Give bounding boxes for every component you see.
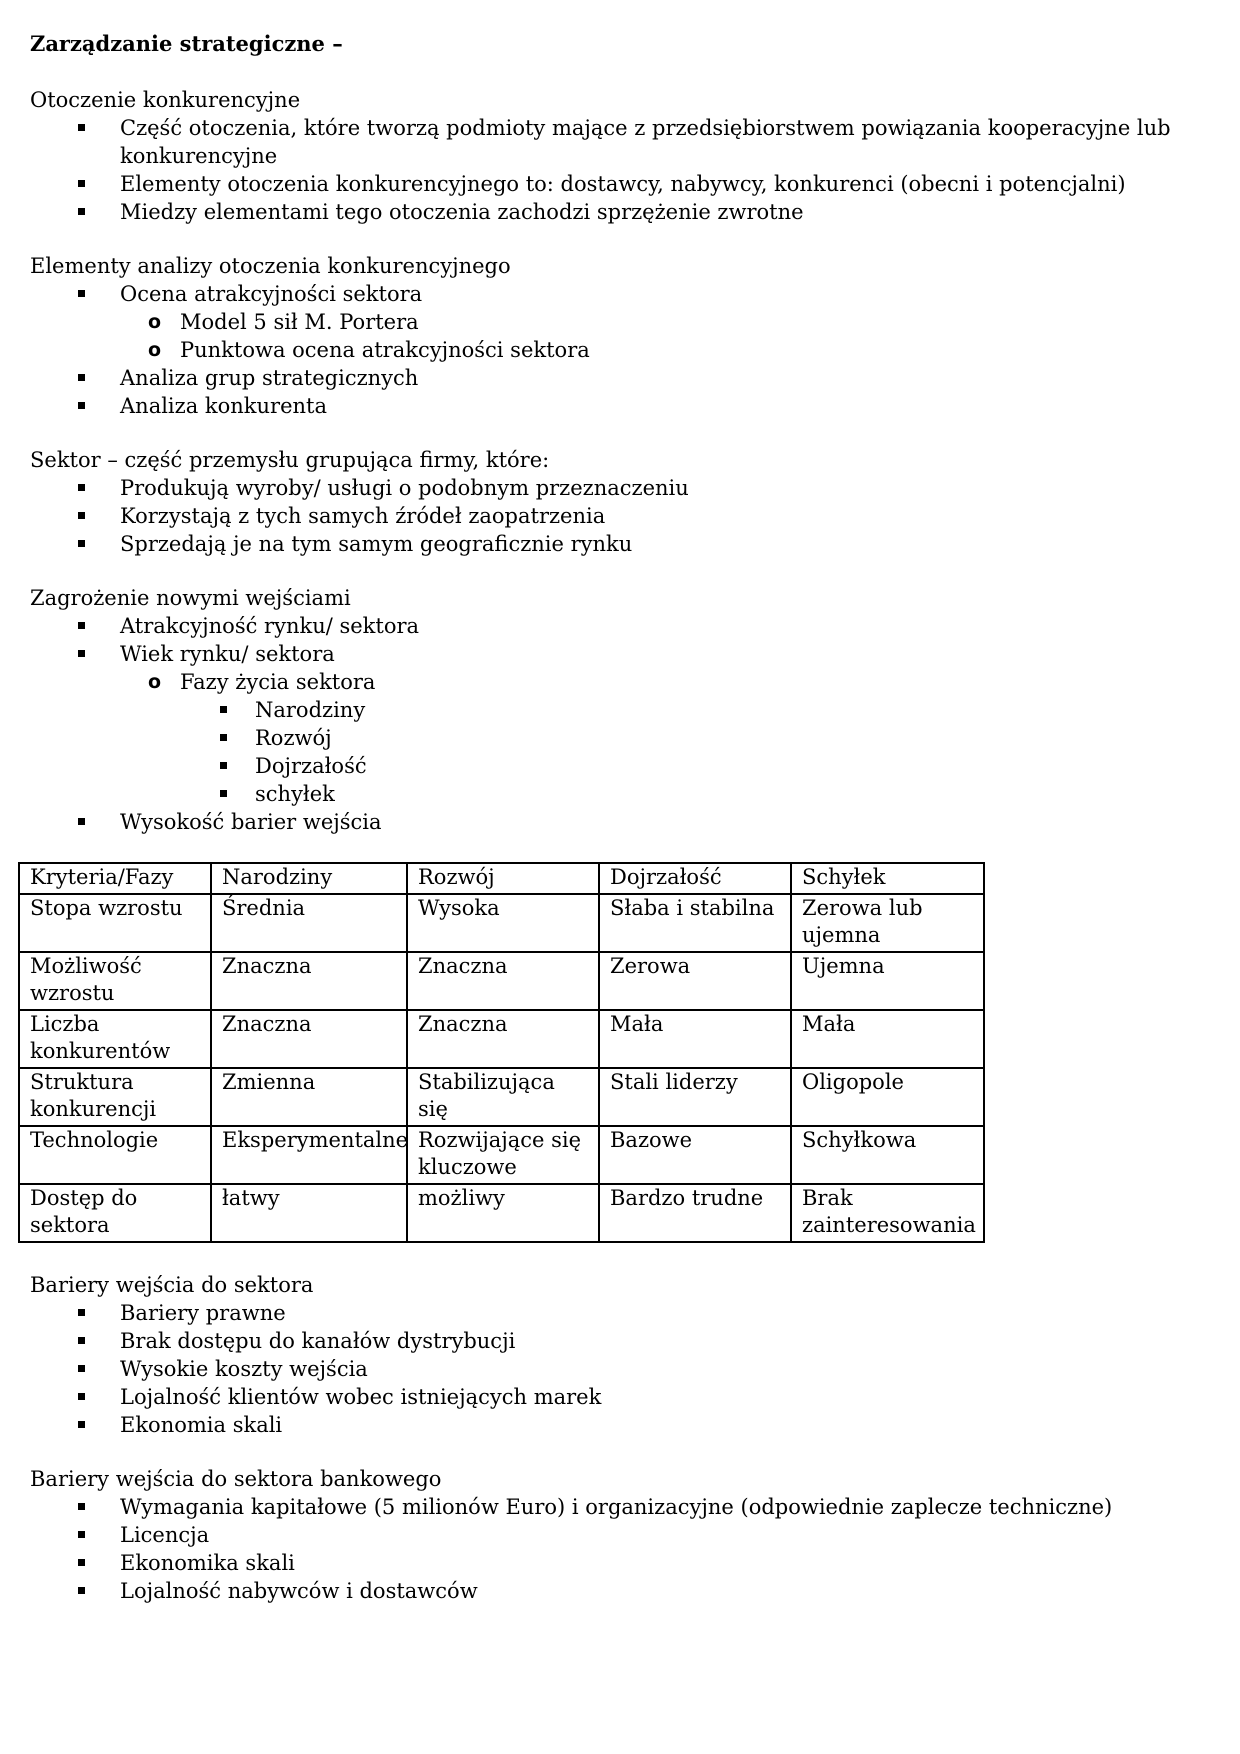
table-cell: Brak zainteresowania <box>791 1184 984 1242</box>
list-item: Bariery prawne <box>30 1299 1210 1327</box>
table-cell: Mała <box>599 1010 791 1068</box>
table-row <box>19 894 984 952</box>
table-cell: Słaba i stabilna <box>599 894 791 952</box>
table-cell: Struktura konkurencji <box>19 1068 211 1126</box>
table-row <box>19 1010 984 1068</box>
table-cell: Mała <box>791 1010 984 1068</box>
list-item: Elementy otoczenia konkurencyjnego to: dostawcy, nabywcy, konkurenci (obecni i potencjalni) <box>30 170 1210 198</box>
table-cell: Zmienna <box>211 1068 407 1126</box>
bullet-list <box>30 612 1210 836</box>
list-item: Lojalność nabywców i dostawców <box>30 1577 1210 1605</box>
section-zagrozenie <box>30 584 1210 836</box>
document-title: Zarządzanie strategiczne – <box>30 31 343 56</box>
bullet-list <box>30 1299 1210 1439</box>
list-item: Wymagania kapitałowe (5 milionów Euro) i organizacyjne (odpowiednie zaplecze techniczne) <box>30 1493 1210 1521</box>
table-cell: Oligopole <box>791 1068 984 1126</box>
list-item: Miedzy elementami tego otoczenia zachodzi sprzężenie zwrotne <box>30 198 1210 226</box>
table-cell: Stopa wzrostu <box>19 894 211 952</box>
bullet-list <box>30 474 1210 558</box>
table-cell: Technologie <box>19 1126 211 1184</box>
section-bariery-bankowe <box>30 1465 1210 1605</box>
section-otoczenie <box>30 86 1210 226</box>
table-header-row <box>19 863 984 894</box>
section-heading: Bariery wejścia do sektora <box>30 1273 314 1297</box>
list-item: Ekonomia skali <box>30 1411 1210 1439</box>
sub-list-item-text: Fazy życia sektora <box>180 670 376 694</box>
table-header-cell: Narodziny <box>211 863 407 894</box>
table-header-cell: Dojrzałość <box>599 863 791 894</box>
table-cell: łatwy <box>211 1184 407 1242</box>
section-elementy-analizy <box>30 252 1210 420</box>
list-item: Brak dostępu do kanałów dystrybucji <box>30 1327 1210 1355</box>
list-item: Atrakcyjność rynku/ sektora <box>30 612 1210 640</box>
table-row <box>19 952 984 1010</box>
list-item <box>30 640 1210 808</box>
list-item: Wysokie koszty wejścia <box>30 1355 1210 1383</box>
table-row <box>19 1068 984 1126</box>
list-item-text: Ocena atrakcyjności sektora <box>120 282 423 306</box>
bullet-list <box>30 280 1210 420</box>
table-cell: Znaczna <box>211 1010 407 1068</box>
table-row <box>19 1184 984 1242</box>
table-cell: Liczba konkurentów <box>19 1010 211 1068</box>
table-header-cell: Schyłek <box>791 863 984 894</box>
section-sektor <box>30 446 1210 558</box>
list-item-text: Wiek rynku/ sektora <box>120 642 335 666</box>
list-item: Wysokość barier wejścia <box>30 808 1210 836</box>
document-page <box>30 30 1210 1631</box>
table-cell: Zerowa <box>599 952 791 1010</box>
subsub-list-item: Dojrzałość <box>180 752 1210 780</box>
sub-list-item: o Punktowa ocena atrakcyjności sektora <box>120 336 1210 364</box>
bullet-list <box>30 1493 1210 1605</box>
bullet-list <box>30 114 1210 226</box>
table-header-cell: Rozwój <box>407 863 599 894</box>
section-heading: Sektor – część przemysłu grupująca firmy, które: <box>30 448 550 472</box>
section-bariery <box>30 1271 1210 1439</box>
table-cell: Znaczna <box>211 952 407 1010</box>
table-cell: Zerowa lub ujemna <box>791 894 984 952</box>
section-heading: Elementy analizy otoczenia konkurencyjnego <box>30 254 511 278</box>
table-cell: możliwy <box>407 1184 599 1242</box>
table-cell: Możliwość wzrostu <box>19 952 211 1010</box>
table-cell: Ujemna <box>791 952 984 1010</box>
subsub-list-item: schyłek <box>180 780 1210 808</box>
table-row <box>19 1126 984 1184</box>
subsub-list-item: Narodziny <box>180 696 1210 724</box>
table-cell: Eksperymentalne <box>211 1126 407 1184</box>
list-item: Analiza konkurenta <box>30 392 1210 420</box>
table-cell: Stali liderzy <box>599 1068 791 1126</box>
section-heading: Bariery wejścia do sektora bankowego <box>30 1467 442 1491</box>
subsub-list-item: Rozwój <box>180 724 1210 752</box>
list-item: Sprzedają je na tym samym geograficznie rynku <box>30 530 1210 558</box>
table-cell: Bardzo trudne <box>599 1184 791 1242</box>
table-cell: Stabilizująca się <box>407 1068 599 1126</box>
list-item: Analiza grup strategicznych <box>30 364 1210 392</box>
sub-list-item <box>120 668 1210 808</box>
table-cell: Średnia <box>211 894 407 952</box>
section-heading: Zagrożenie nowymi wejściami <box>30 586 351 610</box>
list-item: Produkują wyroby/ usługi o podobnym przeznaczeniu <box>30 474 1210 502</box>
list-item: Część otoczenia, które tworzą podmioty mające z przedsiębiorstwem powiązania kooperacyjne lub konkurencyjne <box>30 114 1210 170</box>
list-item: Licencja <box>30 1521 1210 1549</box>
subsub-list <box>180 696 1210 808</box>
table-cell: Dostęp do sektora <box>19 1184 211 1242</box>
table-cell: Wysoka <box>407 894 599 952</box>
list-item: Lojalność klientów wobec istniejących marek <box>30 1383 1210 1411</box>
section-heading: Otoczenie konkurencyjne <box>30 88 301 112</box>
table-cell: Znaczna <box>407 1010 599 1068</box>
table-cell: Znaczna <box>407 952 599 1010</box>
phases-table <box>18 862 985 1243</box>
sub-list-item: o Model 5 sił M. Portera <box>120 308 1210 336</box>
table-cell: Rozwijające się kluczowe <box>407 1126 599 1184</box>
list-item: Korzystają z tych samych źródeł zaopatrzenia <box>30 502 1210 530</box>
table-header-cell: Kryteria/Fazy <box>19 863 211 894</box>
sub-list <box>120 668 1210 808</box>
list-item: Ekonomika skali <box>30 1549 1210 1577</box>
table-cell: Schyłkowa <box>791 1126 984 1184</box>
table-cell: Bazowe <box>599 1126 791 1184</box>
sub-list <box>120 308 1210 364</box>
list-item <box>30 280 1210 364</box>
